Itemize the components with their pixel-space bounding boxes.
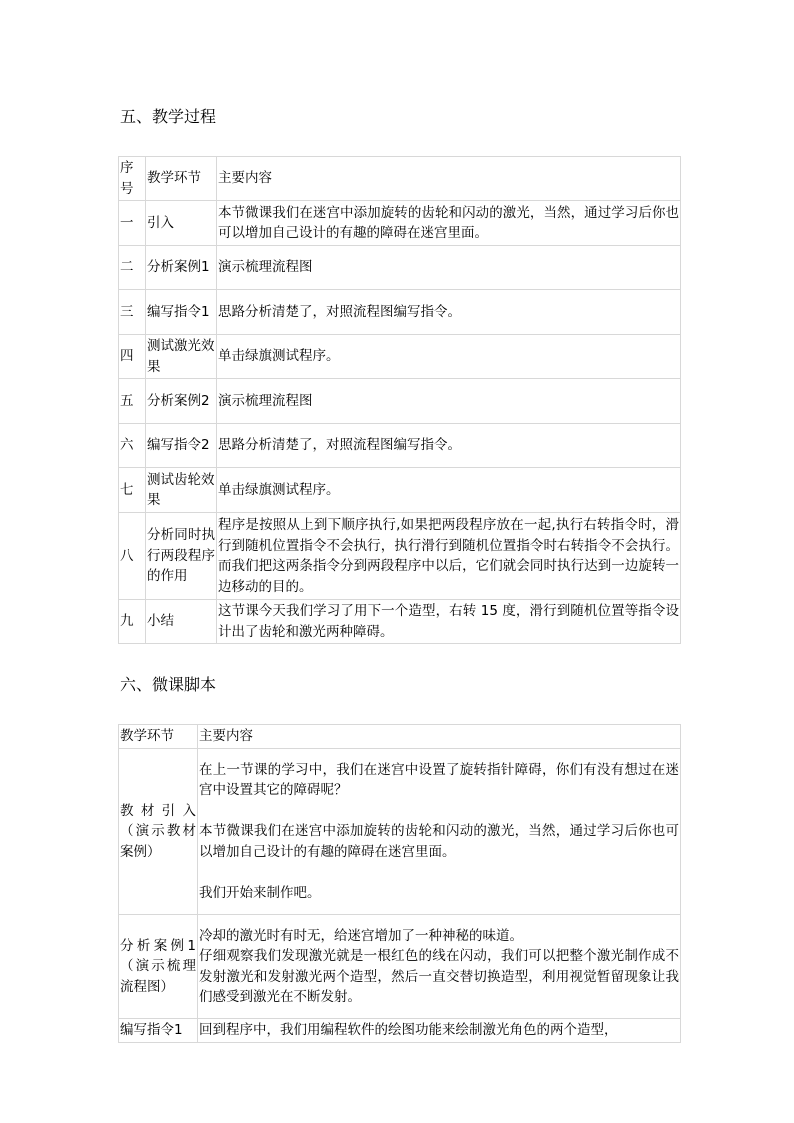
row-number: 九 — [119, 600, 146, 644]
table-row — [119, 513, 681, 600]
row-stage: 引入 — [146, 201, 217, 246]
table-row — [119, 600, 681, 644]
row-number: 五 — [119, 379, 146, 424]
row-content: 程序是按照从上到下顺序执行,如果把两段程序放在一起,执行右转指令时，滑行到随机位置指令不会执行，执行滑行到随机位置指令时右转指令不会执行。而我们把这两条指令分到两段程序中以后，它们就会同时执行达到一边旋转一边移动的目的。 — [217, 513, 681, 600]
row-number: 八 — [119, 513, 146, 600]
section5-title: 五、教学过程 — [120, 107, 217, 126]
row-content: 单击绿旗测试程序。 — [217, 335, 681, 379]
table-row — [119, 468, 681, 513]
table-row — [119, 290, 681, 335]
row-content: 本节微课我们在迷宫中添加旋转的齿轮和闪动的激光，当然，通过学习后你也可以增加自己设计的有趣的障碍在迷宫里面。 — [217, 201, 681, 246]
row-stage: 分析案例1 — [146, 246, 217, 290]
table-row — [119, 201, 681, 246]
row-stage: 测试激光效果 — [146, 335, 217, 379]
row-content: 单击绿旗测试程序。 — [217, 468, 681, 513]
row-stage: 编写指令1 — [146, 290, 217, 335]
header-cell: 教学环节 — [119, 725, 198, 749]
table-row — [119, 915, 681, 1019]
row-content: 演示梳理流程图 — [217, 379, 681, 424]
row-stage: 测试齿轮效果 — [146, 468, 217, 513]
row-content: 思路分析清楚了，对照流程图编写指令。 — [217, 424, 681, 468]
row-content: 回到程序中，我们用编程软件的绘图功能来绘制激光角色的两个造型， — [198, 1019, 681, 1043]
header-cell: 主要内容 — [217, 157, 681, 201]
row-stage: 分析同时执行两段程序的作用 — [146, 513, 217, 600]
row-content: 冷却的激光时有时无，给迷宫增加了一种神秘的味道。 仔细观察我们发现激光就是一根红色的线在闪动，我们可以把整个激光制作成不发射激光和发射激光两个造型，然后一直交替切换造型，利用视觉暂留现象让我们感受到激光在不断发射。 — [198, 915, 681, 1019]
row-number: 六 — [119, 424, 146, 468]
table-row — [119, 1019, 681, 1043]
row-content: 这节课今天我们学习了用下一个造型，右转 15 度，滑行到随机位置等指令设计出了齿轮和激光两种障碍。 — [217, 600, 681, 644]
table-row — [119, 424, 681, 468]
section6-title: 六、微课脚本 — [120, 675, 217, 694]
row-content: 思路分析清楚了，对照流程图编写指令。 — [217, 290, 681, 335]
row-number: 四 — [119, 335, 146, 379]
row-stage: 分析案例1（演示梳理流程图） — [119, 915, 198, 1019]
table-header-row — [119, 725, 681, 749]
header-cell: 序号 — [119, 157, 146, 201]
row-stage: 编写指令2 — [146, 424, 217, 468]
table-row — [119, 246, 681, 290]
table-row — [119, 749, 681, 915]
micro-lesson-script-table — [118, 724, 681, 1043]
teaching-process-table — [118, 156, 681, 644]
row-number: 三 — [119, 290, 146, 335]
row-content: 在上一节课的学习中，我们在迷宫中设置了旋转指针障碍，你们有没有想过在迷宫中设置其它的障碍呢？ 本节微课我们在迷宫中添加旋转的齿轮和闪动的激光，当然，通过学习后你也可以增加自己设计的有趣的障碍在迷宫里面。 我们开始来制作吧。 — [198, 749, 681, 915]
row-number: 一 — [119, 201, 146, 246]
table-row — [119, 379, 681, 424]
row-number: 七 — [119, 468, 146, 513]
row-number: 二 — [119, 246, 146, 290]
table-row — [119, 335, 681, 379]
row-content: 演示梳理流程图 — [217, 246, 681, 290]
header-cell: 教学环节 — [146, 157, 217, 201]
row-stage: 编写指令1 — [119, 1019, 198, 1043]
row-stage: 教材引入（演示教材案例） — [119, 749, 198, 915]
row-stage: 分析案例2 — [146, 379, 217, 424]
table-header-row — [119, 157, 681, 201]
row-stage: 小结 — [146, 600, 217, 644]
header-cell: 主要内容 — [198, 725, 681, 749]
